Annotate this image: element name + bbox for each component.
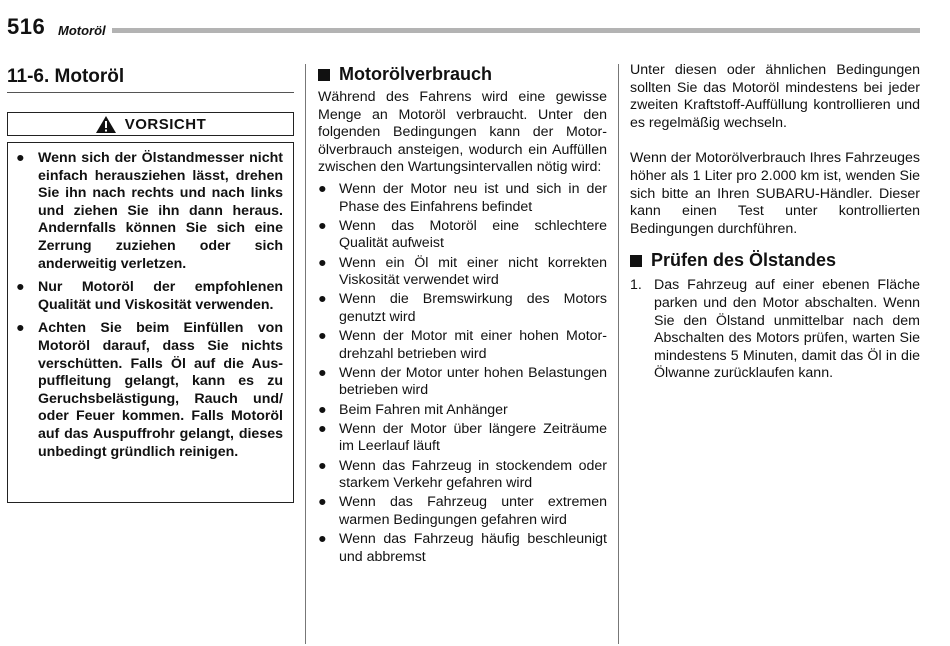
bullet-dot-icon: ● bbox=[318, 420, 327, 437]
chapter-title: 11-6. Motoröl bbox=[7, 66, 294, 93]
running-section-title: Motoröl bbox=[58, 23, 106, 38]
paragraph: Wenn der Motorölverbrauch Ihres Fahrzeuges höher als 1 Liter pro 2.000 km ist, wenden Sie sich bitte an Ihren SUBARU-Händler. Dieser kann einen Test unter kontrollierten Bedingungen durchführen. bbox=[630, 150, 920, 237]
list-item: ● Wenn der Motor neu ist und sich in der Phase des Einfahrens befindet bbox=[318, 180, 607, 215]
list-item: ● Wenn das Fahrzeug unter extremen warmen Bedingungen gefahren wird bbox=[318, 494, 607, 528]
bullet-dot-icon: ● bbox=[318, 494, 327, 511]
step-text: Das Fahrzeug auf einer ebenen Fläche parken und den Motor abschalten. Wenn Sie den Ölstand unmittelbar nach dem Abschalten des Motors prüfen, warten Sie mindestens 5 Minuten, damit das Öl in die Ölwanne zurücklaufen kann. bbox=[654, 277, 920, 382]
bullet-dot-icon: ● bbox=[318, 457, 327, 474]
caution-label: VORSICHT bbox=[124, 115, 207, 133]
column-divider bbox=[305, 64, 306, 644]
list-item: ● Wenn die Bremswirkung des Motors genutzt wird bbox=[318, 291, 607, 325]
list-item: ● Wenn ein Öl mit einer nicht korrekten Viskosität verwendet wird bbox=[318, 254, 607, 289]
section-heading: Motorölverbrauch bbox=[318, 64, 607, 85]
page-number: 516 bbox=[7, 14, 46, 39]
bullet-dot-icon: ● bbox=[318, 254, 327, 271]
heading-square-icon bbox=[318, 69, 330, 81]
right-column bbox=[630, 62, 920, 383]
bullet-dot-icon: ● bbox=[318, 291, 327, 308]
list-item: ● Beim Fahren mit Anhänger bbox=[318, 401, 508, 418]
caution-item: ● Wenn sich der Ölstandmesser nicht einfach herausziehen lässt, drehen Sie ihn nach rechts und nach links und ziehen Sie ihn dann heraus. Andernfalls können Sie sich eine Zerrung zuziehen oder sich anderweitig verletzen. bbox=[16, 150, 283, 272]
intro-paragraph: Während des Fahrens wird eine gewisse Menge an Motoröl verbraucht. Unter den folgenden Bedingungen kann der Motorölverbrauch ansteigen, wodurch ein Auffüllen zwischen den Wartungsintervallen nötig wird: bbox=[318, 89, 607, 176]
warning-triangle-icon bbox=[95, 115, 117, 134]
bullet-dot-icon: ● bbox=[318, 180, 327, 197]
paragraph: Unter diesen oder ähnlichen Bedingungen sollten Sie das Motoröl mindestens bei jeder zweiten Kraftstoff-Auffüllung kontrollieren und es regelmäßig wechseln. bbox=[630, 62, 920, 131]
caution-header bbox=[7, 112, 294, 136]
caution-item: ● Achten Sie beim Einfüllen von Motoröl darauf, dass Sie nichts verschütten. Falls Öl auf die Auspuffleitung gelangt, kann es zu Geruchsbelästigung, Rauch und/ oder Feuer kommen. Falls Motoröl auf das Auspuffrohr gelangt, dieses unbedingt gründlich reinigen. bbox=[16, 320, 283, 460]
bullet-dot-icon: ● bbox=[318, 531, 327, 548]
left-column bbox=[7, 62, 294, 503]
bullet-dot-icon: ● bbox=[16, 279, 25, 296]
caution-box bbox=[7, 142, 294, 503]
list-item: ● Wenn der Motor über längere Zeiträume im Leerlauf läuft bbox=[318, 420, 607, 455]
bullet-dot-icon: ● bbox=[318, 217, 327, 234]
middle-column bbox=[318, 62, 607, 568]
list-item: ● Wenn das Fahrzeug häufig beschleunigt und abbremst bbox=[318, 531, 607, 565]
list-item: ● Wenn der Motor mit einer hohen Motordrehzahl betrieben wird bbox=[318, 328, 607, 362]
list-item: ● Wenn der Motor unter hohen Belastungen betrieben wird bbox=[318, 364, 607, 399]
bullet-dot-icon: ● bbox=[318, 328, 327, 345]
list-item: ● Wenn das Fahrzeug in stockendem oder starkem Verkehr gefahren wird bbox=[318, 457, 607, 492]
list-item: ● Wenn das Motoröl eine schlechtere Qualität aufweist bbox=[318, 217, 607, 252]
caution-item: ● Nur Motoröl der empfohlenen Qualität und Viskosität verwenden. bbox=[16, 279, 283, 313]
condition-list bbox=[318, 181, 607, 566]
step-number: 1. bbox=[630, 277, 642, 294]
header-rule bbox=[112, 28, 920, 33]
bullet-dot-icon: ● bbox=[16, 150, 25, 166]
page-header bbox=[0, 0, 950, 42]
bullet-dot-icon: ● bbox=[318, 401, 327, 418]
bullet-dot-icon: ● bbox=[16, 320, 25, 337]
column-divider bbox=[618, 64, 619, 644]
section-heading: Prüfen des Ölstandes bbox=[630, 250, 920, 271]
numbered-step bbox=[630, 277, 920, 383]
heading-square-icon bbox=[630, 255, 642, 267]
bullet-dot-icon: ● bbox=[318, 364, 327, 381]
